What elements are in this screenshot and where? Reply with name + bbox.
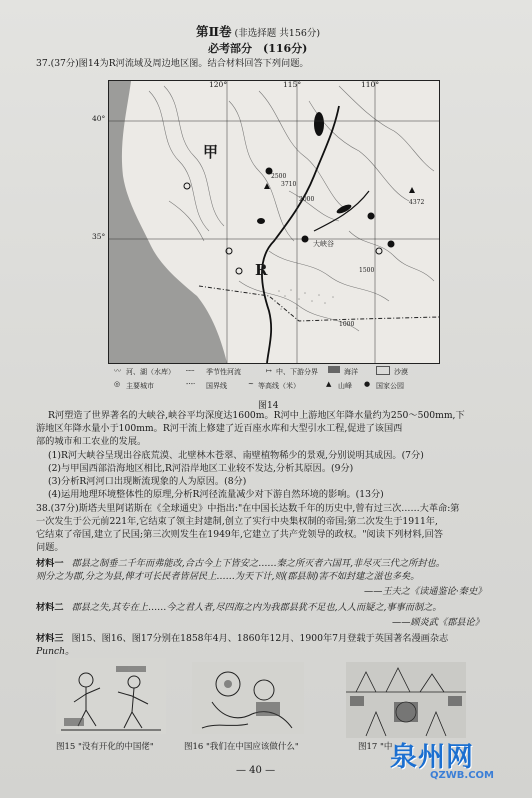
legend-item: 主要城市 — [126, 382, 154, 390]
q37-subquestion: (3)分析R河河口出现断流现象的人为原因。(8分) — [48, 476, 247, 487]
map-label-canyon: 大峡谷 — [313, 240, 334, 248]
figure-16-cartoon — [192, 662, 304, 734]
material-3-text: 图15、图16、图17分别在1858年4月、1860年12月、1900年7月登载于英国著名漫画杂志 — [71, 633, 449, 644]
river-r — [262, 106, 339, 363]
legend-item: 中、下游分界 — [276, 368, 318, 376]
map-lat-label: 35° — [92, 232, 106, 241]
legend-boundary-icon: ↦ — [266, 367, 272, 375]
watermark-url: QZWB.COM — [430, 770, 494, 781]
lake-1 — [314, 112, 324, 136]
material-1-line: 则分之为郡,分之为县,俾才可长民者皆居民上……为天下计,则(郡县制)害不如封建之滋也多矣。 — [36, 571, 420, 582]
map-lon-label: 115° — [283, 80, 302, 89]
material-2-text: 郡县之失,其专在上……今之君人者,尽四海之内为我郡县犹不足也,人人而疑之,事事而制之。 — [71, 602, 442, 613]
legend-item: 河、湖（水库） — [126, 368, 175, 376]
map-lon-label: 110° — [361, 80, 380, 89]
q37-material-line: 部的城市和工农业的发展。 — [36, 436, 147, 447]
map-elevation: 1000 — [339, 321, 355, 328]
lake-2 — [335, 203, 352, 215]
map-lon-label: 120° — [209, 80, 228, 89]
figure-17-drawing — [346, 662, 466, 738]
q37-subquestion: (2)与甲国西部沿海地区相比,R河沿岸地区工业较不发达,分析其原因。(9分) — [48, 463, 354, 474]
river-basin-map — [108, 80, 440, 364]
legend-item: 国家公园 — [376, 382, 404, 390]
map-legend — [108, 364, 438, 396]
legend-item: 海洋 — [344, 368, 358, 376]
ocean-area — [109, 81, 227, 363]
q37-subquestion: (4)运用地理环境整体性的原理,分析R河径流量减少对下游自然环境的影响。(13分) — [48, 489, 384, 500]
legend-item: 国界线 — [206, 382, 227, 390]
legend-seasonal-icon: ┄┄ — [186, 367, 195, 375]
q38-line: 一次发生于公元前221年,它结束了领主封建制,创立了实行中央集权制的帝国;第二次发生于1911年, — [36, 516, 438, 527]
figure-15-drawing — [56, 658, 166, 734]
figure-16-drawing — [192, 662, 304, 734]
q37-material-line: 游地区年降水量小于100mm。R河干流上修建了近百座水库和大型引水工程,促进了该国西 — [36, 423, 403, 434]
map-elevation: 2000 — [299, 196, 315, 203]
material-2-source: ——顾炎武《郡县论》 — [392, 617, 484, 628]
section-title-main: 第Ⅱ卷 — [196, 24, 232, 39]
lake-3 — [257, 218, 265, 224]
figure-17-cartoon — [346, 662, 466, 738]
map-label-river: R — [255, 261, 268, 279]
q38-line: 它结束了帝国,建立了民国;第三次则发生在1949年,它建立了共产党领导的政权。"阅读下列材料,回答 — [36, 529, 443, 540]
material-2-label: 材料二 — [36, 602, 64, 613]
map-lat-label: 40° — [92, 114, 106, 123]
figure-17-caption: 图17 "中 — [358, 742, 393, 752]
map-elevation: 2500 — [271, 173, 287, 180]
map-elevation: 1500 — [359, 267, 375, 274]
map-elevation: 4372 — [409, 199, 425, 206]
q38-line: 问题。 — [36, 542, 64, 553]
material-1 — [36, 558, 445, 570]
figure-15-caption: 图15 "没有开化的中国佬" — [56, 742, 154, 752]
part-title: 必考部分 (116分) — [208, 42, 308, 55]
material-1-label: 材料一 — [36, 558, 64, 569]
figure-16-caption: 图16 "我们在中国应该做什么" — [184, 742, 299, 752]
legend-contour-icon: ~ — [248, 380, 254, 388]
legend-item: 山峰 — [338, 382, 352, 390]
map-label-country: 甲 — [203, 143, 219, 161]
legend-item: 沙漠 — [394, 368, 408, 376]
legend-ocean-icon — [328, 366, 340, 373]
map-drawing — [109, 81, 439, 363]
material-3-line: Punch。 — [36, 646, 75, 657]
legend-park-icon: ● — [364, 380, 371, 388]
material-1-text: 郡县之制垂二千年而弗能改,合古今上下皆安之……秦之所灭者六国耳,非尽灭三代之所封也。 — [71, 558, 445, 569]
legend-item: 季节性河流 — [206, 368, 241, 376]
q37-subquestion: (1)R河大峡谷呈现出谷底荒漠、北壁林木苍翠、南壁植物稀少的景观,分别说明其成因。(7分) — [48, 450, 424, 461]
material-2 — [36, 602, 442, 614]
material-1-source: ——王夫之《读通鉴论·秦史》 — [364, 586, 487, 597]
legend-peak-icon: ▲ — [326, 380, 332, 388]
map-caption: 图14 — [258, 401, 279, 411]
legend-desert-icon — [376, 366, 390, 375]
material-3 — [36, 633, 448, 645]
legend-item: 等高线（米） — [258, 382, 300, 390]
legend-river-icon: 〰 — [114, 367, 121, 375]
q38-line: 38.(37分)斯塔夫里阿诺斯在《全球通史》中指出:"在中国长达数千年的历史中,曾有过三次……大革命:第 — [36, 503, 460, 514]
q37-material-line: R河塑造了世界著名的大峡谷,峡谷平均深度达1600m。R河中上游地区年降水量约为250～500mm,下 — [48, 410, 465, 421]
section-title-sub: (非选择题 共156分) — [234, 28, 321, 39]
legend-city-icon: ◎ — [114, 380, 121, 388]
material-3-label: 材料三 — [36, 633, 64, 644]
q37-stem: 37.(37分)图14为R河流域及周边地区图。结合材料回答下列问题。 — [36, 58, 309, 69]
page-number: — 40 — — [236, 765, 276, 776]
legend-border-icon: -·-· — [186, 380, 196, 388]
watermark-logo — [390, 735, 494, 781]
section-title — [196, 22, 320, 40]
figure-15-cartoon — [56, 658, 166, 734]
watermark-title: 泉州网 — [390, 742, 474, 773]
map-elevation: 3710 — [281, 181, 297, 188]
